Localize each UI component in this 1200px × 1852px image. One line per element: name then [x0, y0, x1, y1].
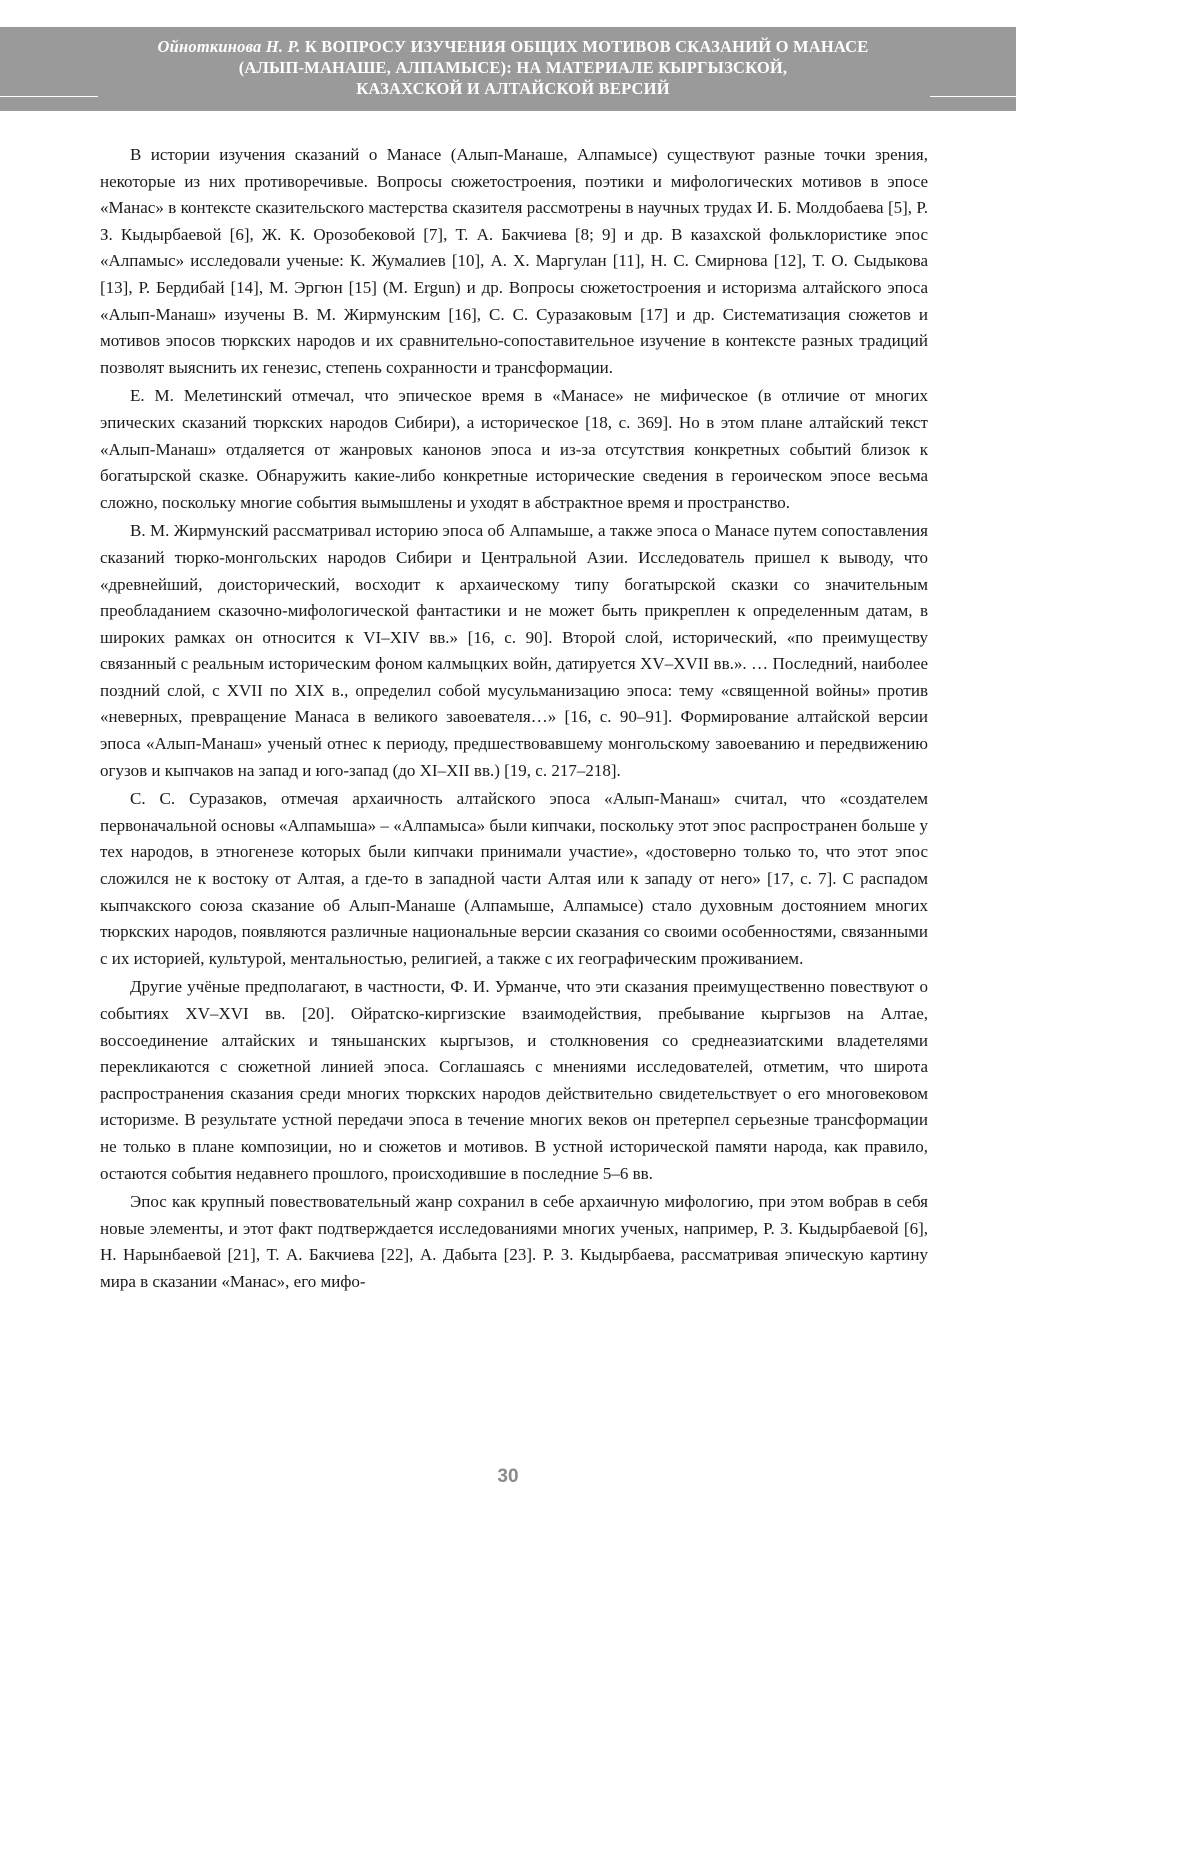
header-rule-right — [930, 96, 1016, 97]
header-author: Ойноткинова Н. Р. — [157, 37, 301, 56]
header-title-line-3: КАЗАХСКОЙ И АЛТАЙСКОЙ ВЕРСИЙ — [356, 79, 670, 98]
header-title-part-1: К ВОПРОСУ ИЗУЧЕНИЯ ОБЩИХ МОТИВОВ СКАЗАНИЙ О МАНАСЕ — [304, 37, 869, 56]
paragraph-4: С. С. Суразаков, отмечая архаичность алтайского эпоса «Алып-Манаш» считал, что «создателем первоначальной основы «Алпамыша» – «Алпамыса» были кипчаки, поскольку этот эпос распространен больше у тех народов, в этногенезе которых были кипчаки принимали участие», «достоверно только то, что этот эпос сложился не к востоку от Алтая, а где-то в западной части Алтая или к западу от него» [17, с. 7]. С распадом кыпчакского союза сказание об Алып-Манаше (Алпамыше, Алпамысе) стало духовным достоянием многих тюркских народов, появляются различные национальные версии сказания со своими особенностями, связанными с их историей, культурой, ментальностью, религией, а также с их географическим проживанием. — [100, 789, 928, 968]
paragraph-6: Эпос как крупный повествовательный жанр сохранил в себе архаичную мифологию, при этом вобрав в себя новые элементы, и этот факт подтверждается исследованиями многих ученых, например, Р. З. Кыдырбаевой [6], Н. Нарынбаевой [21], Т. А. Бакчиева [22], А. Дабыта [23]. Р. З. Кыдырбаева, рассматривая эпическую картину мира в сказании «Манас», его мифо- — [100, 1192, 928, 1291]
paragraph-5: Другие учёные предполагают, в частности, Ф. И. Урманче, что эти сказания преимущественно повествуют о событиях XV–XVI вв. [20]. Ойратско-киргизские взаимодействия, пребывание кыргызов на Алтае, воссоединение алтайских и тяньшанских кыргызов, и столкновения со среднеазиатскими владетелями перекликаются с сюжетной линией эпоса. Соглашаясь с мнениями исследователей, отметим, что широта распространения сказания среди многих тюркских народов действительно свидетельствует о его многовековом историзме. В результате устной передачи эпоса в течение многих веков он претерпел серьезные трансформации не только в плане композиции, но и сюжетов и мотивов. В устной исторической памяти народа, как правило, остаются события недавнего прошлого, происходившие в последние 5–6 вв. — [100, 977, 928, 1183]
page-number: 30 — [497, 1466, 519, 1487]
paragraph-1: В истории изучения сказаний о Манасе (Алып-Манаше, Алпамысе) существуют разные точки зрения, некоторые из них противоречивые. Вопросы сюжетостроения, поэтики и мифологических мотивов в эпосе «Манас» в контексте сказительского мастерства сказителя рассмотрены в научных трудах И. Б. Молдобаева [5], Р. З. Кыдырбаевой [6], Ж. К. Орозобековой [7], Т. А. Бакчиева [8; 9] и др. В казахской фольклористике эпос «Алпамыс» исследовали ученые: К. Жумалиев [10], А. Х. Маргулан [11], Н. С. Смирнова [12], Т. О. Сыдыкова [13], Р. Бердибай [14], М. Эргюн [15] (M. Ergun) и др. Вопросы сюжетостроения и историзма алтайского эпоса «Алып-Манаш» изучены В. М. Жирмунским [16], С. С. Суразаковым [17] и др. Систематизация сюжетов и мотивов эпосов тюркских народов и их сравнительно-сопоставительное изучение в контексте разных традиций позволят выяснить их генезис, степень сохранности и трансформации. — [100, 145, 928, 377]
header-rule-left — [0, 96, 98, 97]
article-body — [100, 142, 928, 1298]
paragraph-3: В. М. Жирмунский рассматривал историю эпоса об Алпамыше, а также эпоса о Манасе путем сопоставления сказаний тюрко-монгольских народов Сибири и Центральной Азии. Исследователь пришел к выводу, что «древнейший, доисторический, восходит к архаическому типу богатырской сказки со значительным преобладанием сказочно-мифологической фантастики и не может быть прикреплен к определенным датам, в широких рамках он относится к VI–XIV вв.» [16, с. 90]. Второй слой, исторический, «по преимуществу связанный с реальным историческим фоном калмыцких войн, датируется XV–XVII вв.». … Последний, наиболее поздний слой, с XVII по XIX в., определил собой мусульманизацию эпоса: тему «священной войны» против «неверных, превращение Манаса в великого завоевателя…» [16, с. 90–91]. Формирование алтайской версии эпоса «Алып-Манаш» ученый отнес к периоду, предшествовавшему монгольскому завоеванию и передвижению огузов и кыпчаков на запад и юго-запад (до XI–XII вв.) [19, с. 217–218]. — [100, 521, 928, 780]
header-title-line-2: (АЛЫП-МАНАШЕ, АЛПАМЫСЕ): НА МАТЕРИАЛЕ КЫРГЫЗСКОЙ, — [238, 58, 788, 77]
header-title-line-1 — [110, 36, 916, 57]
running-header-title — [110, 36, 916, 99]
paragraph-2: Е. М. Мелетинский отмечал, что эпическое время в «Манасе» не мифическое (в отличие от многих эпических сказаний тюркских народов Сибири), а историческое [18, с. 369]. Но в этом плане алтайский текст «Алып-Манаш» отдаляется от жанровых канонов эпоса и из-за отсутствия конкретных событий близок к богатырской сказке. Обнаружить какие-либо конкретные исторические сведения в героическом эпосе весьма сложно, поскольку многие события вымышлены и уходят в абстрактное время и пространство. — [100, 386, 928, 512]
